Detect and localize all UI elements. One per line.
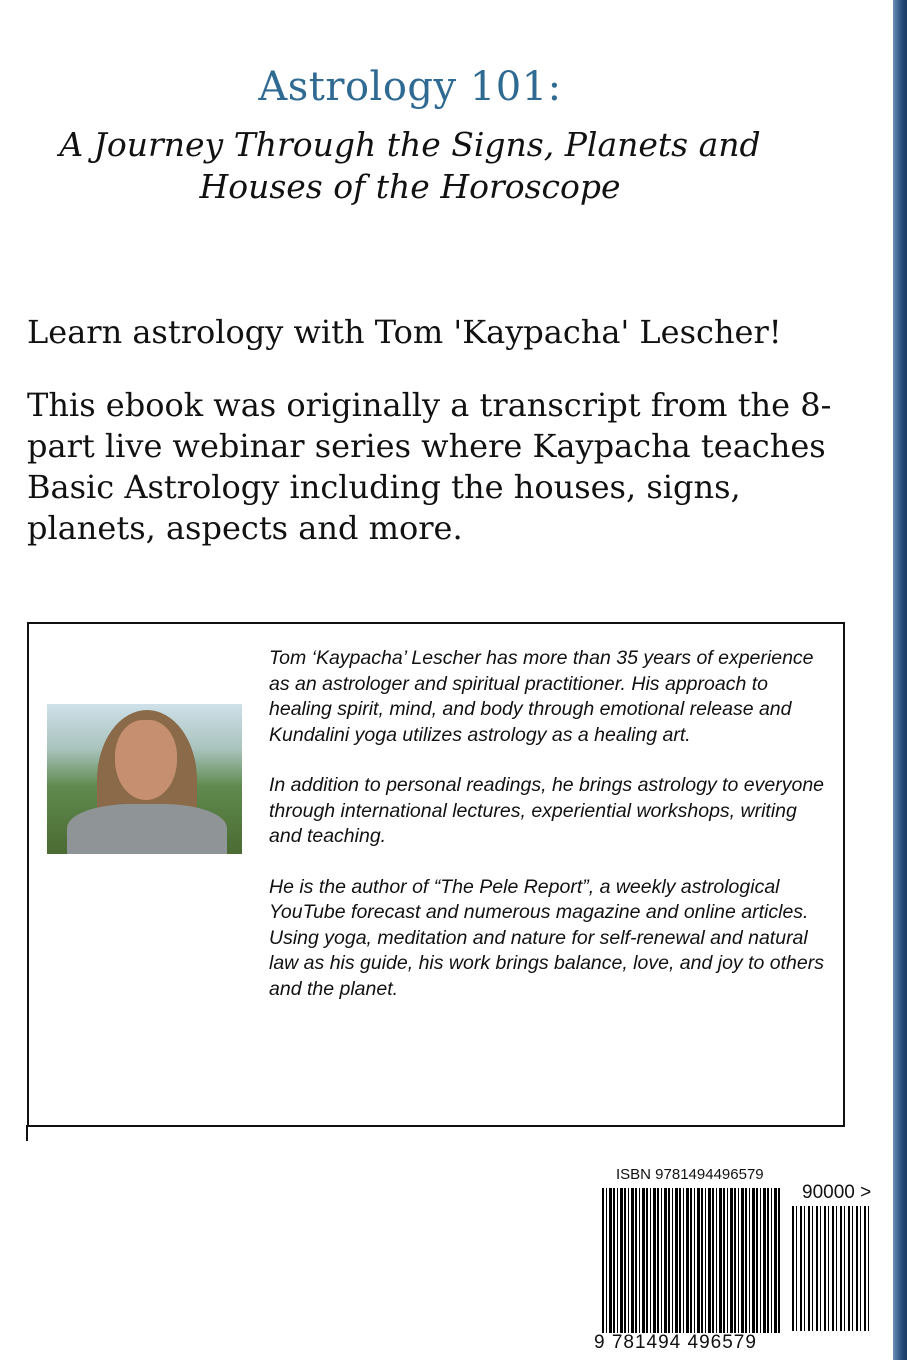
- bio-paragraph-3: He is the author of “The Pele Report”, a weekly astrological YouTube forecast and numerous magazine and online articles. Using yoga, meditation and nature for self-renewal and natural law as his guide, his work brings balance, love, and joy to others and the planet.: [269, 875, 824, 1000]
- book-subtitle: A Journey Through the Signs, Planets and Houses of the Horoscope: [59, 125, 761, 206]
- isbn-barcode: [590, 1160, 890, 1360]
- author-bio-text: [269, 646, 829, 1002]
- back-cover-blurb: [27, 312, 867, 549]
- book-title: Astrology 101:: [258, 64, 562, 110]
- isbn-label: ISBN 9781494496579: [616, 1166, 764, 1183]
- photo-face: [115, 720, 177, 800]
- bio-paragraph-1: Tom ‘Kaypacha’ Lescher has more than 35 years of experience as an astrologer and spiritual practitioner. His approach to healing spirit, mind, and body through emotional release and Kundalini yoga utilizes astrology as a healing art.: [269, 647, 814, 746]
- author-bio-box: [27, 622, 845, 1127]
- bio-paragraph-2: In addition to personal readings, he brings astrology to everyone through international lectures, experiential workshops, writing and teaching.: [269, 774, 825, 847]
- blurb-line-2: This ebook was originally a transcript from the 8-part live webinar series where Kaypacha teaches Basic Astrology including the houses, signs, planets, aspects and more.: [27, 386, 832, 547]
- box-corner-mark: [26, 1125, 28, 1141]
- barcode-main-bars: [602, 1188, 782, 1333]
- price-code: 90000 >: [802, 1182, 872, 1203]
- author-photo: [47, 704, 242, 854]
- book-spine-edge: [893, 0, 907, 1360]
- barcode-addon-bars: [792, 1206, 870, 1331]
- barcode-digits: 9 781494 496579: [594, 1332, 757, 1353]
- photo-shirt: [67, 804, 227, 854]
- blurb-line-1: Learn astrology with Tom 'Kaypacha' Lescher!: [27, 313, 782, 351]
